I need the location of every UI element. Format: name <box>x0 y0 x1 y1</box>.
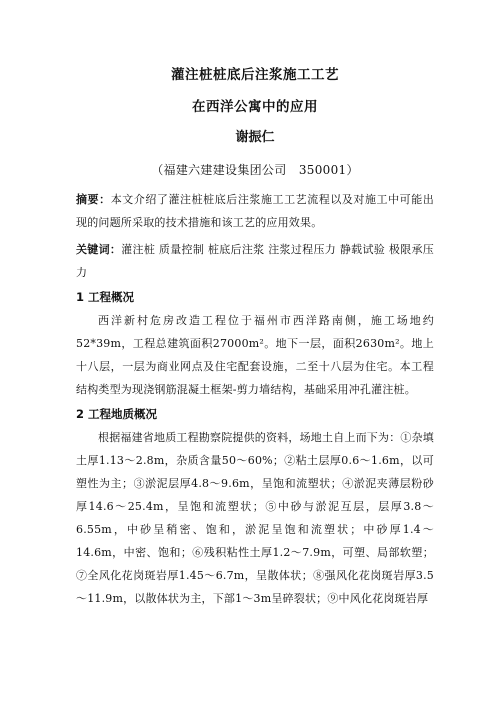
section-body-overview: 西洋新村危房改造工程位于福州市西洋路南侧，施工场地约52*39m，工程总建筑面积27000m²。地下一层，面积2630m²。地上十八层，一层为商业网点及住宅配套设施，二至十八层为住宅。本工程结构类型为现浇钢筋混凝土框架-剪力墙结构，基础采用冲孔灌注桩。 <box>76 314 434 396</box>
section-heading-overview: 1 工程概况 <box>76 290 135 304</box>
author-affiliation: （福建六建建设集团公司 350001） <box>151 163 359 177</box>
paper-subtitle: 在西洋公寓中的应用 <box>192 99 318 115</box>
abstract <box>76 188 434 234</box>
abstract-text: 本文介绍了灌注桩桩底后注浆施工工艺流程以及对施工中可能出现的问题所采取的技术措施和该工艺的应用效果。 <box>76 193 434 229</box>
keywords <box>76 238 434 284</box>
author-name: 谢振仁 <box>235 130 275 145</box>
section-heading-geology: 2 工程地质概况 <box>76 407 158 421</box>
paper-title: 灌注桩桩底后注浆施工工艺 <box>171 67 339 83</box>
abstract-label: 摘要： <box>76 193 111 206</box>
keywords-text: 灌注桩 质量控制 桩底后注浆 注浆过程压力 静载试验 极限承压力 <box>76 243 434 279</box>
keywords-label: 关键词： <box>76 243 122 256</box>
section-body-geology: 根据福建省地质工程勘察院提供的资料，场地土自上而下为：①杂填土厚1.13～2.8m，杂质含量50～60%；②粘土层厚0.6～1.6m，以可塑性为主；③淤泥层厚4.8～9.6m，呈饱和流塑状；④淤泥夹薄层粉砂厚14.6～25.4m，呈饱和流塑状；⑤中砂与淤泥互层，层厚3.8～6.55m，中砂呈稍密、饱和，淤泥呈饱和流塑状；中砂厚1.4～14.6m，中密、饱和；⑥残积粘性土厚1.2～7.9m，可塑、局部软塑；⑦全风化花岗斑岩厚1.45～6.7m，呈散体状；⑧强风化花岗斑岩厚3.5～11.9m，以散体状为主，下部1～3m呈碎裂状；⑨中风化花岗斑岩厚 <box>76 431 434 605</box>
